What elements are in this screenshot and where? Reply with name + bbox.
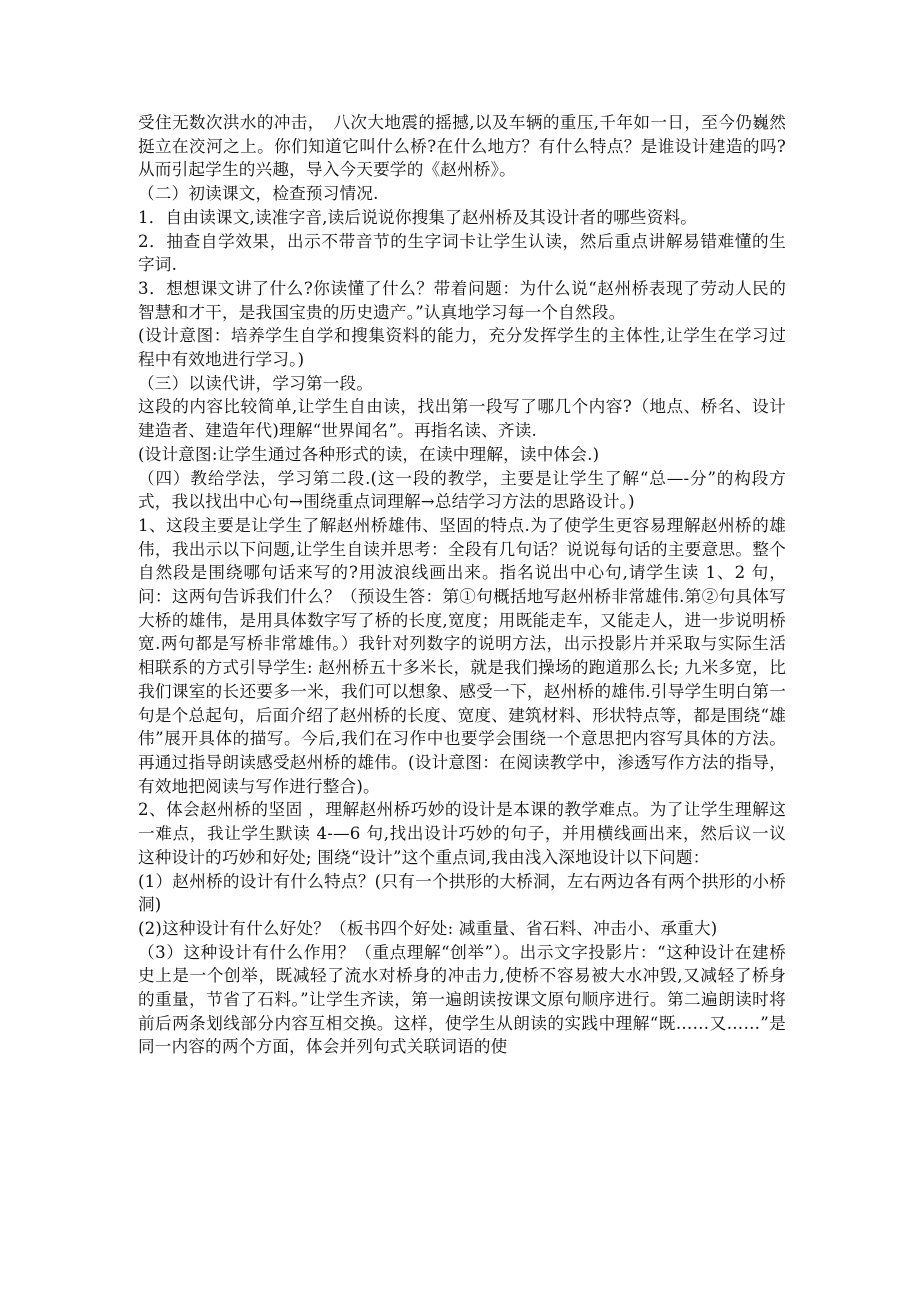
list-item-1: 1．自由读课文,读准字音,读后说说你搜集了赵州桥及其设计者的哪些资料。 — [138, 207, 698, 227]
design-intent-note-1: (设计意图：培养学生自学和搜集资料的能力，充分发挥学生的主体性,让学生在学习过程中有效地进行学习。) — [138, 326, 786, 370]
document-page — [138, 111, 786, 1059]
question-3: （3）这种设计有什么作用？（重点理解“创举”）。出示文字投影片：“这种设计在建桥史上是一个创举，既减轻了流水对桥身的冲击力,使桥不容易被大水冲毁,又减轻了桥身的重量，节省了石料。”让学生齐读，第一遍朗读按课文原句顺序进行。第二遍朗读时将前后两条划线部分内容互相交换。这样，使学生从朗读的实践中理解“既……又……”是同一内容的两个方面，体会并列句式关联词语的使 — [138, 942, 786, 1057]
list-item-3: 3．想想课文讲了什么?你读懂了什么？带着问题：为什么说“赵州桥表现了劳动人民的智慧和才干，是我国宝贵的历史遗产。”认真地学习每一个自然段。 — [138, 278, 786, 322]
design-intent-note-2: (设计意图:让学生通过各种形式的读，在读中理解，读中体会.) — [138, 444, 600, 464]
question-2: (2)这种设计有什么好处？（板书四个好处: 减重量、省石料、冲击小、承重大) — [138, 918, 718, 938]
question-1: (1）赵州桥的设计有什么特点？(只有一个拱形的大桥洞，左右两边各有两个拱形的小桥洞) — [138, 871, 786, 915]
section-heading-first-paragraph: （三）以读代讲，学习第一段。 — [138, 373, 374, 393]
list-item-2: 2．抽查自学效果，出示不带音节的生字词卡让学生认读，然后重点讲解易错难懂的生字词. — [138, 231, 786, 275]
section-heading-second-paragraph: （四）教给学法，学习第二段.(这一段的教学，主要是让学生了解“总—-分”的构段方式，我以找出中心句→围绕重点词理解→总结学习方法的思路设计。) — [138, 468, 786, 512]
paragraph-grandeur: 1、这段主要是让学生了解赵州桥雄伟、坚固的特点.为了使学生更容易理解赵州桥的雄伟，我出示以下问题,让学生自读并思考：全段有几句话？说说每句话的主要意思。整个自然段是围绕哪句话来写的?用波浪线画出来。指名说出中心句,请学生读 1、2 句，问：这两句告诉我们什么？（预设生答：第①句概括地写赵州桥非常雄伟.第②句具体写大桥的雄伟，是用具体数字写了桥的长度,宽度；用既能走车，又能走人，进一步说明桥宽.两句都是写桥非常雄伟。）我针对列数字的说明方法，出示投影片并采取与实际生活相联系的方式引导学生: 赵州桥五十多米长，就是我们操场的跑道那么长; 九米多宽，比我们课室的长还要多一米，我们可以想象、感受一下，赵州桥的雄伟.引导学生明白第一句是个总起句，后面介绍了赵州桥的长度、宽度、建筑材料、形状特点等，都是围绕“雄伟”展开具体的描写。今后,我们在习作中也要学会围绕一个意思把内容写具体的方法。再通过指导朗读感受赵州桥的雄伟。(设计意图：在阅读教学中，渗透写作方法的指导，有效地把阅读与写作进行整合)。 — [138, 515, 786, 796]
paragraph-intro-continuation: 受住无数次洪水的冲击， 八次大地震的摇撼,以及车辆的重压,千年如一日，至今仍巍然挺立在洨河之上。你们知道它叫什么桥?在什么地方？有什么特点？是谁设计建造的吗?从而引起学生的兴趣，导入今天要学的《赵州桥》。 — [138, 113, 786, 180]
paragraph-first-section: 这段的内容比较简单,让学生自由读，找出第一段写了哪几个内容?（地点、桥名、设计建造者、建造年代)理解“世界闻名”。再指名读、齐读. — [138, 397, 786, 441]
paragraph-sturdiness: 2、体会赵州桥的坚固 ，理解赵州桥巧妙的设计是本课的教学难点。为了让学生理解这一难点，我让学生默读 4-—6 句,找出设计巧妙的句子，并用横线画出来，然后议一议这种设计的巧妙和好处; 围绕“设计”这个重点词,我由浅入深地设计以下问题： — [138, 800, 786, 867]
section-heading-first-reading: （二）初读课文，检查预习情况. — [138, 184, 379, 204]
